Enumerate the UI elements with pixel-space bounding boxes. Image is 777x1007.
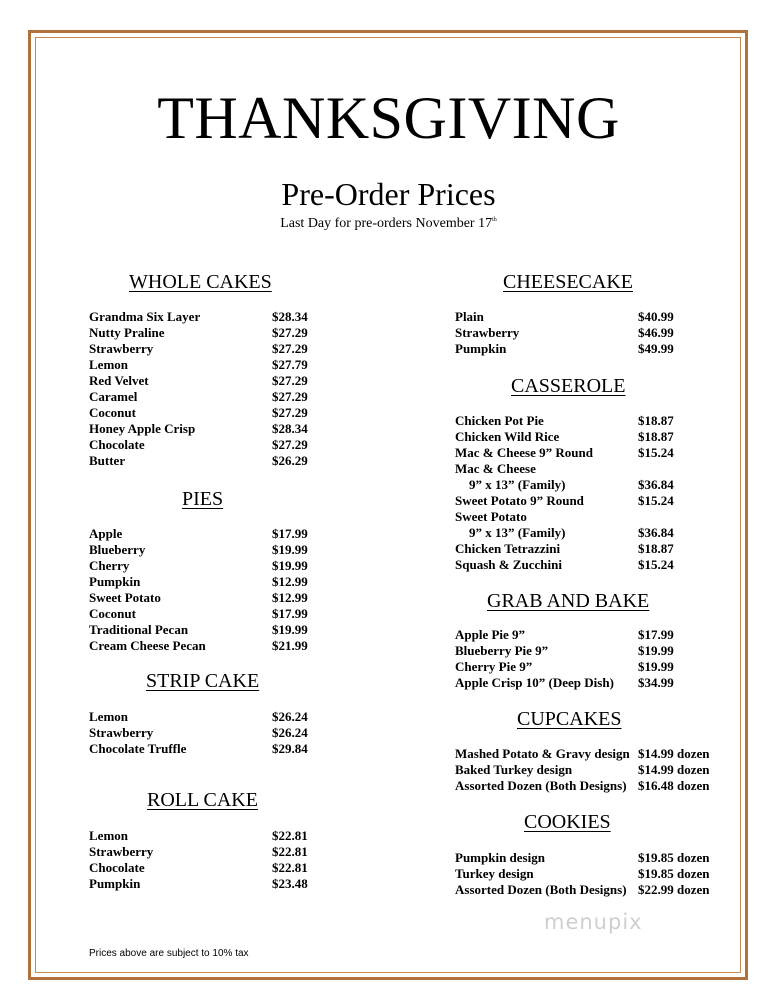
menu-item-name: Red Velvet xyxy=(89,373,149,388)
menu-item-price: $16.48 dozen xyxy=(638,778,710,793)
menu-item-price: $27.29 xyxy=(272,341,308,356)
deadline-suffix: th xyxy=(492,217,497,223)
menu-item-name: Baked Turkey design xyxy=(455,762,573,777)
menu-item-name: Chocolate xyxy=(89,860,145,875)
menu-item-price: $29.84 xyxy=(272,741,308,756)
menu-item-price: $14.99 dozen xyxy=(638,746,710,761)
menu-item-name: Blueberry Pie 9” xyxy=(455,643,549,658)
menu-item-name: Sweet Potato 9” Round xyxy=(455,493,584,508)
menu-item-name: Strawberry xyxy=(89,725,154,740)
menu-item-price: $36.84 xyxy=(638,525,674,540)
menu-item-name: Cherry xyxy=(89,558,130,573)
menu-item-price: $19.99 xyxy=(272,622,308,637)
menu-item-name: Blueberry xyxy=(89,542,146,557)
menu-item-name: Plain xyxy=(455,309,484,324)
menu-item-name: Cherry Pie 9” xyxy=(455,659,533,674)
menu-item-name: Coconut xyxy=(89,405,136,420)
menu-item-price: $23.48 xyxy=(272,876,308,891)
menu-item-name: Apple Crisp 10” (Deep Dish) xyxy=(455,675,614,690)
menu-item-price: $17.99 xyxy=(272,606,308,621)
menu-item-name: Coconut xyxy=(89,606,136,621)
menu-item-name: Turkey design xyxy=(455,866,534,881)
menu-item-price: $22.81 xyxy=(272,844,308,859)
tax-footnote: Prices above are subject to 10% tax xyxy=(89,948,249,959)
menu-item-price: $34.99 xyxy=(638,675,674,690)
menu-item-name: Sweet Potato xyxy=(89,590,161,605)
menu-item-price: $17.99 xyxy=(638,627,674,642)
menu-item-name: Pumpkin xyxy=(89,574,141,589)
menu-item-price: $17.99 xyxy=(272,526,308,541)
menu-item-name: Apple xyxy=(89,526,123,541)
menu-item-price: $22.81 xyxy=(272,828,308,843)
menu-item-name: Mac & Cheese 9” Round xyxy=(455,445,593,460)
menu-item-name: Chicken Wild Rice xyxy=(455,429,560,444)
menu-item-price: $27.79 xyxy=(272,357,308,372)
menu-item-name: Pumpkin xyxy=(89,876,141,891)
menu-item-name: 9” x 13” (Family) xyxy=(469,477,566,492)
menu-item-name: Lemon xyxy=(89,828,128,843)
preorder-deadline xyxy=(0,217,777,231)
section-heading-pies: PIES xyxy=(182,488,224,510)
menu-item-price: $15.24 xyxy=(638,493,674,508)
menu-item-price: $21.99 xyxy=(272,638,308,653)
menu-item-price: $19.99 xyxy=(272,542,308,557)
menu-item-price: $15.24 xyxy=(638,557,674,572)
page-title: THANKSGIVING xyxy=(157,85,620,151)
menu-item-price: $27.29 xyxy=(272,405,308,420)
menu-item-price: $26.24 xyxy=(272,725,308,740)
menu-item-name: Assorted Dozen (Both Designs) xyxy=(455,882,627,897)
menu-item-price: $18.87 xyxy=(638,541,674,556)
menu-item-price: $36.84 xyxy=(638,477,674,492)
menu-item-price: $19.99 xyxy=(272,558,308,573)
menu-item-name: Grandma Six Layer xyxy=(89,309,201,324)
section-heading-cookies: COOKIES xyxy=(524,811,611,833)
menu-item-price: $18.87 xyxy=(638,429,674,444)
menu-item-name: Pumpkin xyxy=(455,341,507,356)
menu-item-price: $27.29 xyxy=(272,325,308,340)
menu-item-name: Honey Apple Crisp xyxy=(89,421,196,436)
section-heading-cupcakes: CUPCAKES xyxy=(517,708,622,730)
menu-item-price: $27.29 xyxy=(272,389,308,404)
section-heading-strip-cake: STRIP CAKE xyxy=(146,670,260,692)
menu-item-price: $46.99 xyxy=(638,325,674,340)
menu-item-name: Lemon xyxy=(89,357,128,372)
menu-item-price: $28.34 xyxy=(272,309,308,324)
menu-item-name: Cream Cheese Pecan xyxy=(89,638,206,653)
menu-item-name: Traditional Pecan xyxy=(89,622,189,637)
menu-item-name: Apple Pie 9” xyxy=(455,627,526,642)
menu-item-price: $19.99 xyxy=(638,643,674,658)
section-heading-grab-and-bake: GRAB AND BAKE xyxy=(487,590,650,612)
menu-item-price: $27.29 xyxy=(272,373,308,388)
section-heading-cheesecake: CHEESECAKE xyxy=(503,271,633,293)
menu-item-name: Strawberry xyxy=(89,341,154,356)
section-heading-casserole: CASSEROLE xyxy=(511,375,626,397)
menu-item-name: Strawberry xyxy=(455,325,520,340)
menu-item-price: $12.99 xyxy=(272,574,308,589)
menu-item-name: 9” x 13” (Family) xyxy=(469,525,566,540)
menu-item-price: $28.34 xyxy=(272,421,308,436)
deadline-text: Last Day for pre-orders November 17 xyxy=(280,216,493,231)
menu-item-name: Assorted Dozen (Both Designs) xyxy=(455,778,627,793)
menu-item-name: Mashed Potato & Gravy design xyxy=(455,746,630,761)
menu-item-price: $15.24 xyxy=(638,445,674,460)
menu-item-price: $22.99 dozen xyxy=(638,882,710,897)
menu-item-name: Chicken Tetrazzini xyxy=(455,541,561,556)
menu-item-name: Squash & Zucchini xyxy=(455,557,562,572)
menu-item-name: Mac & Cheese xyxy=(455,461,536,476)
menu-item-name: Sweet Potato xyxy=(455,509,527,524)
menu-item-name: Chocolate Truffle xyxy=(89,741,187,756)
menu-item-price: $40.99 xyxy=(638,309,674,324)
menu-item-price: $19.85 dozen xyxy=(638,850,710,865)
menu-item-name: Caramel xyxy=(89,389,138,404)
menu-item-name: Nutty Praline xyxy=(89,325,165,340)
menu-item-name: Chicken Pot Pie xyxy=(455,413,544,428)
section-heading-roll-cake: ROLL CAKE xyxy=(147,789,258,811)
menu-item-price: $22.81 xyxy=(272,860,308,875)
menu-item-price: $12.99 xyxy=(272,590,308,605)
menu-item-price: $19.99 xyxy=(638,659,674,674)
menu-item-name: Butter xyxy=(89,453,126,468)
menupix-watermark: menupix xyxy=(544,910,643,934)
section-heading-whole-cakes: WHOLE CAKES xyxy=(129,271,272,293)
page-subtitle: Pre-Order Prices xyxy=(281,176,496,212)
menu-item-name: Pumpkin design xyxy=(455,850,545,865)
menu-item-price: $26.29 xyxy=(272,453,308,468)
menu-item-name: Lemon xyxy=(89,709,128,724)
menu-item-price: $49.99 xyxy=(638,341,674,356)
menu-item-price: $14.99 dozen xyxy=(638,762,710,777)
menu-item-price: $19.85 dozen xyxy=(638,866,710,881)
menu-item-price: $26.24 xyxy=(272,709,308,724)
menu-item-price: $27.29 xyxy=(272,437,308,452)
menu-item-price: $18.87 xyxy=(638,413,674,428)
menu-item-name: Strawberry xyxy=(89,844,154,859)
menu-item-name: Chocolate xyxy=(89,437,145,452)
